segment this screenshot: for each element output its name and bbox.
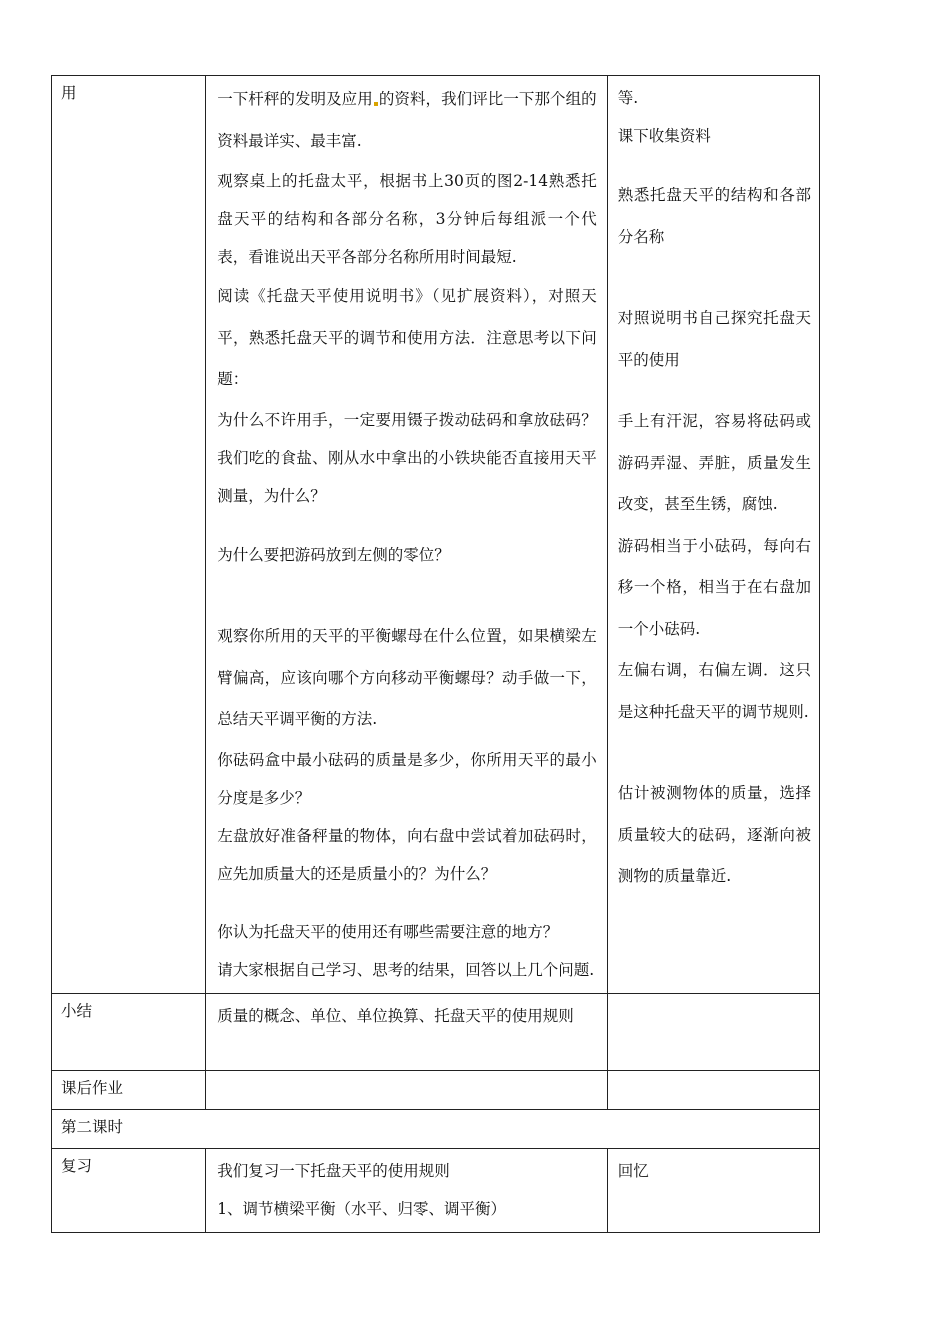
student-note: 估计被测物体的质量，选择质量较大的砝码，逐渐向被测物的质量靠近.	[617, 784, 811, 885]
activity-question: 你砝码盒中最小砝码的质量是多少，你所用天平的最小分度是多少？	[217, 750, 597, 807]
stage-label: 课后作业	[61, 1078, 124, 1097]
student-note: 回忆	[617, 1161, 649, 1180]
highlight-mark	[374, 102, 378, 106]
stage-cell	[52, 76, 206, 994]
table-row	[52, 76, 820, 994]
stage-cell	[52, 1148, 206, 1232]
teacher-activity-cell	[206, 993, 608, 1070]
activity-question: 你认为托盘天平的使用还有哪些需要注意的地方？	[217, 922, 559, 941]
student-note: 左偏右调，右偏左调．这只是这种托盘天平的调节规则.	[617, 661, 811, 721]
student-note: 手上有汗泥，容易将砝码或游码弄湿、弄脏，质量发生改变，甚至生锈，腐蚀.	[617, 412, 811, 513]
review-text: 1、调节横梁平衡（水平、归零、调平衡）	[217, 1199, 507, 1218]
activity-question: 左盘放好准备秤量的物体，向右盘中尝试着加砝码时，应先加质量大的还是质量小的？为什么？	[217, 826, 597, 883]
student-activity-cell	[607, 76, 819, 994]
student-note: 熟悉托盘天平的结构和各部分名称	[617, 186, 811, 246]
student-activity-cell	[607, 993, 819, 1070]
teacher-activity-cell	[206, 1148, 608, 1232]
table-row	[52, 1148, 820, 1232]
stage-cell	[52, 993, 206, 1070]
review-text: 我们复习一下托盘天平的使用规则	[217, 1161, 450, 1180]
section-header: 第二课时	[61, 1117, 124, 1136]
stage-label: 小结	[61, 1001, 93, 1020]
activity-paragraph: 一下杆秤的发明及应用 的资料，我们评比一下那个组的资料最详实、最丰富.	[217, 90, 597, 150]
student-note: 对照说明书自己探究托盘天平的使用	[617, 309, 811, 369]
table-row	[52, 1109, 820, 1148]
student-note: 游码相当于小砝码，每向右移一个格，相当于在右盘加一个小砝码.	[617, 536, 811, 638]
table-row	[52, 993, 820, 1070]
activity-paragraph: 观察桌上的托盘太平，根据书上30页的图2-14熟悉托盘天平的结构和各部分名称，3分钟后每组派一个代表，看谁说出天平各部分名称所用时间最短.	[217, 172, 597, 266]
activity-question: 为什么要把游码放到左侧的零位？	[217, 545, 450, 564]
activity-paragraph: 请大家根据自己学习、思考的结果，回答以上几个问题.	[217, 960, 595, 979]
teacher-activity-cell	[206, 76, 608, 994]
lesson-plan-table	[51, 75, 820, 1233]
section-header-cell	[52, 1109, 820, 1148]
table-row	[52, 1070, 820, 1109]
stage-label: 用	[61, 84, 77, 102]
student-note: 等.	[617, 89, 639, 107]
teacher-activity-cell	[206, 1070, 608, 1109]
activity-question: 为什么不许用手，一定要用镊子拨动砝码和拿放砝码？我们吃的食盐、刚从水中拿出的小铁块能否直接用天平测量，为什么？	[217, 410, 597, 505]
stage-cell	[52, 1070, 206, 1109]
student-activity-cell	[607, 1148, 819, 1232]
student-note: 课下收集资料	[617, 127, 711, 145]
activity-paragraph: 阅读《托盘天平使用说明书》（见扩展资料），对照天平，熟悉托盘天平的调节和使用方法．注意思考以下问题：	[217, 287, 597, 388]
stage-label: 复习	[61, 1156, 93, 1175]
summary-text: 质量的概念、单位、单位换算、托盘天平的使用规则	[217, 1006, 574, 1025]
activity-question: 观察你所用的天平的平衡螺母在什么位置，如果横梁左臂偏高，应该向哪个方向移动平衡螺母？动手做一下，总结天平调平衡的方法.	[217, 627, 597, 728]
student-activity-cell	[607, 1070, 819, 1109]
